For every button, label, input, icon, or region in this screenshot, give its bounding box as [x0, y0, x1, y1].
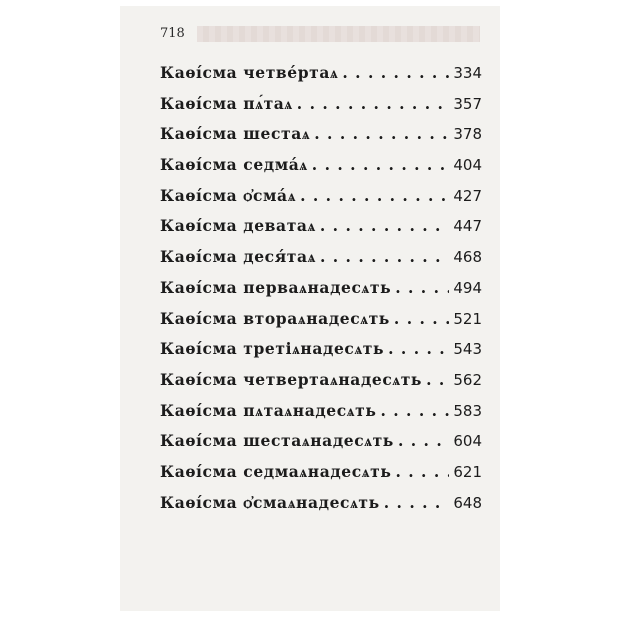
toc-entry — [160, 462, 482, 493]
toc-title: Каѳі́сма ѻ҆сма́ѧ — [160, 185, 297, 205]
toc-entry — [160, 124, 482, 155]
toc-title: Каѳі́сма седмаѧнадесѧть — [160, 461, 392, 481]
dot-leader — [395, 278, 449, 297]
toc-title: Каѳі́сма третіѧнадесѧть — [160, 339, 385, 359]
toc-page-number: 543 — [453, 340, 482, 359]
toc-title: Каѳі́сма деватаѧ — [160, 216, 316, 236]
dot-leader — [426, 370, 449, 389]
dot-leader — [388, 339, 449, 358]
toc-entry — [160, 63, 482, 94]
dot-leader — [395, 462, 449, 481]
toc-page-number: 583 — [453, 401, 482, 420]
toc-entry — [160, 186, 482, 217]
toc-page-number: 378 — [453, 125, 482, 144]
toc-entry — [160, 401, 482, 432]
toc-entry — [160, 309, 482, 340]
toc-entry — [160, 247, 482, 278]
toc-title: Каѳі́сма седма́ѧ — [160, 155, 308, 175]
dot-leader — [394, 309, 449, 328]
toc-entry — [160, 493, 482, 524]
toc-page-number: 357 — [453, 94, 482, 113]
toc-entry — [160, 431, 482, 462]
dot-leader — [314, 124, 449, 143]
toc-page-number: 404 — [453, 156, 482, 175]
toc-title: Каѳі́сма втораѧнадесѧть — [160, 308, 390, 328]
toc-title: Каѳі́сма ѻ҆смаѧнадесѧть — [160, 492, 380, 512]
toc-title: Каѳі́сма шестаѧнадесѧть — [160, 431, 394, 451]
dot-leader — [384, 493, 450, 512]
dot-leader — [297, 94, 450, 113]
toc-page-number: 604 — [453, 432, 482, 451]
page-number: 718 — [160, 26, 185, 41]
dot-leader — [300, 186, 449, 205]
dot-leader — [342, 63, 449, 82]
toc-page-number: 447 — [453, 217, 482, 236]
dot-leader — [398, 431, 449, 450]
toc-page-number: 334 — [453, 64, 482, 82]
dot-leader — [312, 155, 450, 174]
toc-title: Каѳі́сма пѧ́таѧ — [160, 93, 293, 113]
toc-entry — [160, 216, 482, 247]
toc-title: Каѳі́сма пѧтаѧнадесѧть — [160, 400, 377, 420]
toc-title: Каѳі́сма четве́ртаѧ — [160, 63, 339, 82]
toc-page-number: 468 — [453, 248, 482, 267]
dot-leader — [320, 247, 449, 266]
toc-entry — [160, 278, 482, 309]
toc-entry — [160, 155, 482, 186]
dot-leader — [320, 216, 449, 235]
toc-title: Каѳі́сма деся́таѧ — [160, 247, 316, 267]
toc-title: Каѳі́сма четвертаѧнадесѧть — [160, 369, 423, 389]
toc-page-number: 521 — [453, 309, 482, 328]
toc-entry — [160, 94, 482, 125]
toc-page-number: 562 — [453, 370, 482, 389]
toc-page-number: 427 — [453, 186, 482, 205]
toc-page-number: 621 — [453, 462, 482, 481]
toc-page-number: 494 — [453, 278, 482, 297]
toc-title: Каѳі́сма перваѧнадесѧть — [160, 277, 392, 297]
toc-entry — [160, 339, 482, 370]
dot-leader — [380, 401, 449, 420]
toc-entry — [160, 370, 482, 401]
table-of-contents — [160, 63, 482, 523]
toc-title: Каѳі́сма шестаѧ — [160, 124, 311, 144]
header-ornament — [197, 26, 480, 42]
toc-page-number: 648 — [453, 493, 482, 512]
